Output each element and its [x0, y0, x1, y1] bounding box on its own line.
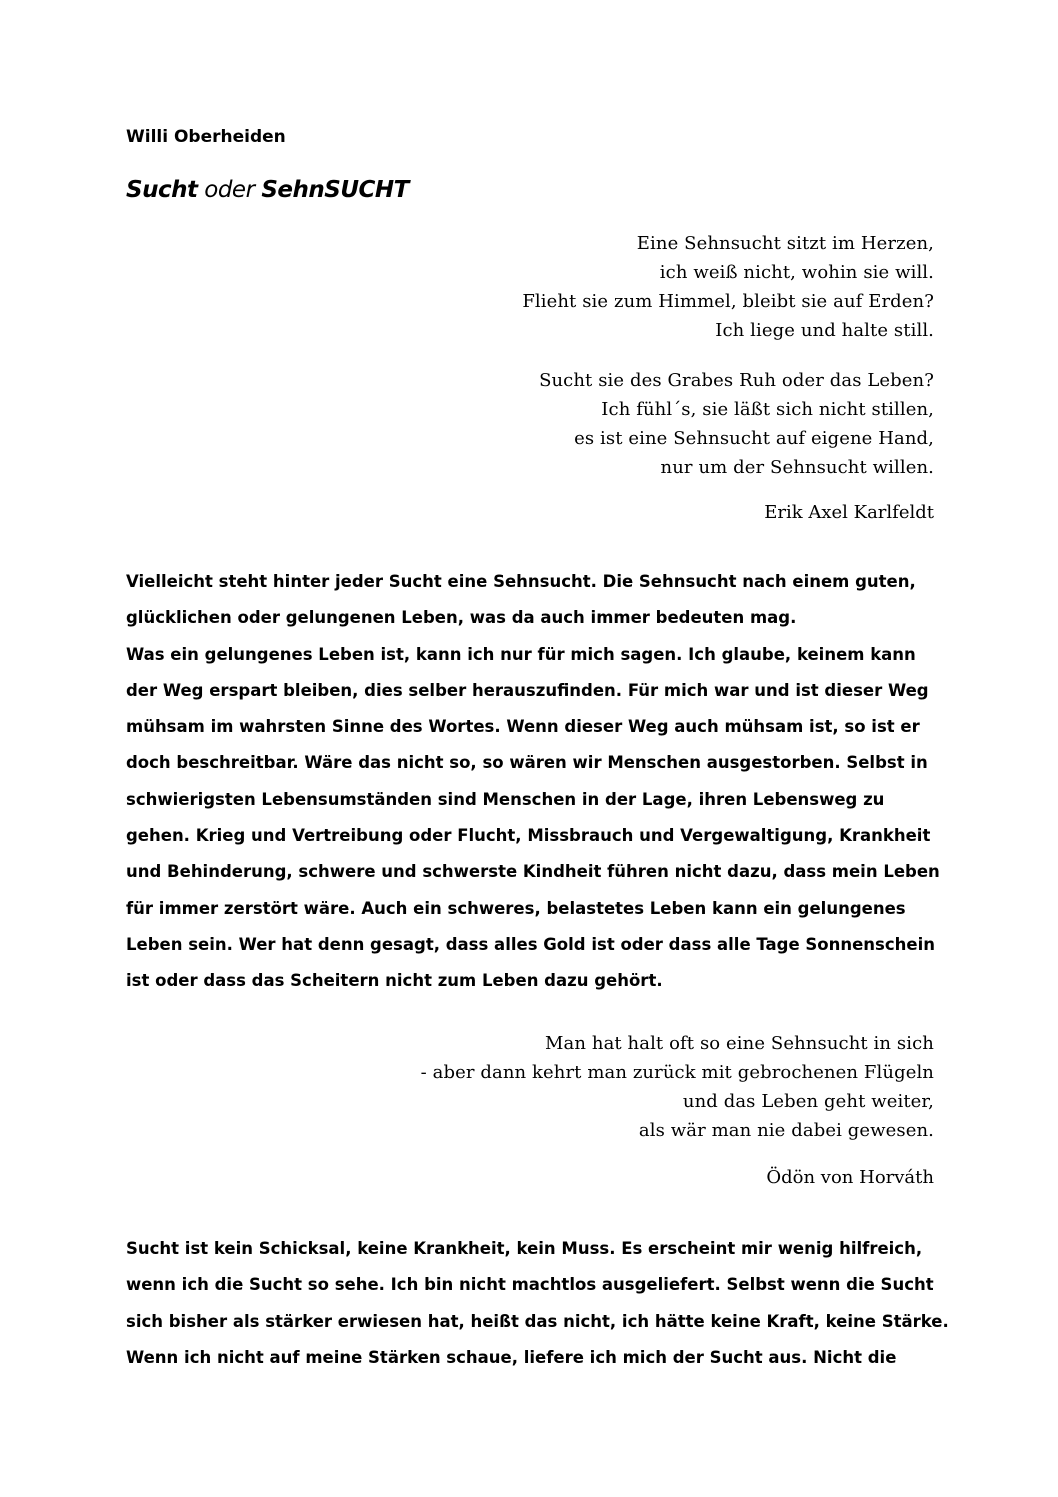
author-name: Willi Oberheiden: [126, 127, 286, 147]
paragraph-line: ist oder dass das Scheitern nicht zum Leben dazu gehört.: [126, 971, 663, 991]
poem-horvath: [421, 1029, 934, 1145]
poem-attribution: Erik Axel Karlfeldt: [764, 502, 934, 523]
poem-attribution: Ödön von Horváth: [766, 1167, 934, 1188]
poem-line: Ich liege und halte still.: [715, 320, 934, 341]
paragraph-line: wenn ich die Sucht so sehe. Ich bin nicht machtlos ausgeliefert. Selbst wenn die Sucht: [126, 1275, 934, 1295]
title-part-sehnsucht: SehnSUCHT: [261, 177, 409, 203]
poem-line: Man hat halt oft so eine Sehnsucht in sich: [545, 1033, 934, 1054]
title-part-sucht: Sucht: [126, 177, 198, 203]
paragraph-line: doch beschreitbar. Wäre das nicht so, so wären wir Menschen ausgestorben. Selbst in: [126, 753, 928, 773]
poem-line: ich weiß nicht, wohin sie will.: [659, 262, 934, 283]
poem-line: Sucht sie des Grabes Ruh oder das Leben?: [539, 370, 934, 391]
poem-line: - aber dann kehrt man zurück mit gebrochenen Flügeln: [420, 1062, 934, 1083]
body-paragraph-1: [126, 564, 940, 1000]
poem-line: nur um der Sehnsucht willen.: [660, 457, 934, 478]
body-paragraph-2: [126, 1231, 949, 1376]
poem-line: Ich fühl´s, sie läßt sich nicht stillen,: [601, 399, 934, 420]
paragraph-line: der Weg erspart bleiben, dies selber herauszufinden. Für mich war und ist dieser Weg: [126, 680, 929, 700]
paragraph-line: mühsam im wahrsten Sinne des Wortes. Wenn dieser Weg auch mühsam ist, so ist er: [126, 717, 920, 737]
poem-line: Eine Sehnsucht sitzt im Herzen,: [636, 233, 934, 254]
paragraph-line: schwierigsten Lebensumständen sind Menschen in der Lage, ihren Lebensweg zu: [126, 789, 885, 809]
page-title: [126, 174, 409, 206]
paragraph-line: und Behinderung, schwere und schwerste Kindheit führen nicht dazu, dass mein Leben: [126, 862, 940, 882]
poem-line: es ist eine Sehnsucht auf eigene Hand,: [574, 428, 934, 449]
poem-line: als wär man nie dabei gewesen.: [638, 1120, 934, 1141]
title-part-oder: oder: [197, 177, 262, 203]
paragraph-line: Sucht ist kein Schicksal, keine Krankheit, kein Muss. Es erscheint mir wenig hilfreich,: [126, 1239, 923, 1258]
paragraph-line: Vielleicht steht hinter jeder Sucht eine Sehnsucht. Die Sehnsucht nach einem guten,: [126, 572, 916, 591]
paragraph-line: gehen. Krieg und Vertreibung oder Flucht, Missbrauch und Vergewaltigung, Krankheit: [126, 826, 931, 846]
paragraph-line: glücklichen oder gelungenen Leben, was da auch immer bedeuten mag.: [126, 608, 797, 628]
poem-stanza-1: [522, 229, 934, 345]
paragraph-line: Leben sein. Wer hat denn gesagt, dass alles Gold ist oder dass alle Tage Sonnenschein: [126, 934, 935, 954]
paragraph-line: sich bisher als stärker erwiesen hat, heißt das nicht, ich hätte keine Kraft, keine Stärke.: [126, 1311, 949, 1331]
poem-karlfeldt: [522, 229, 934, 503]
paragraph-line: für immer zerstört wäre. Auch ein schweres, belastetes Leben kann ein gelungenes: [126, 898, 906, 918]
paragraph-line: Was ein gelungenes Leben ist, kann ich nur für mich sagen. Ich glaube, keinem kann: [126, 644, 916, 664]
poem-line: Flieht sie zum Himmel, bleibt sie auf Erden?: [522, 291, 934, 312]
poem-stanza-2: [522, 366, 934, 482]
poem-line: und das Leben geht weiter,: [682, 1091, 934, 1112]
paragraph-line: Wenn ich nicht auf meine Stärken schaue, liefere ich mich der Sucht aus. Nicht die: [126, 1347, 897, 1367]
